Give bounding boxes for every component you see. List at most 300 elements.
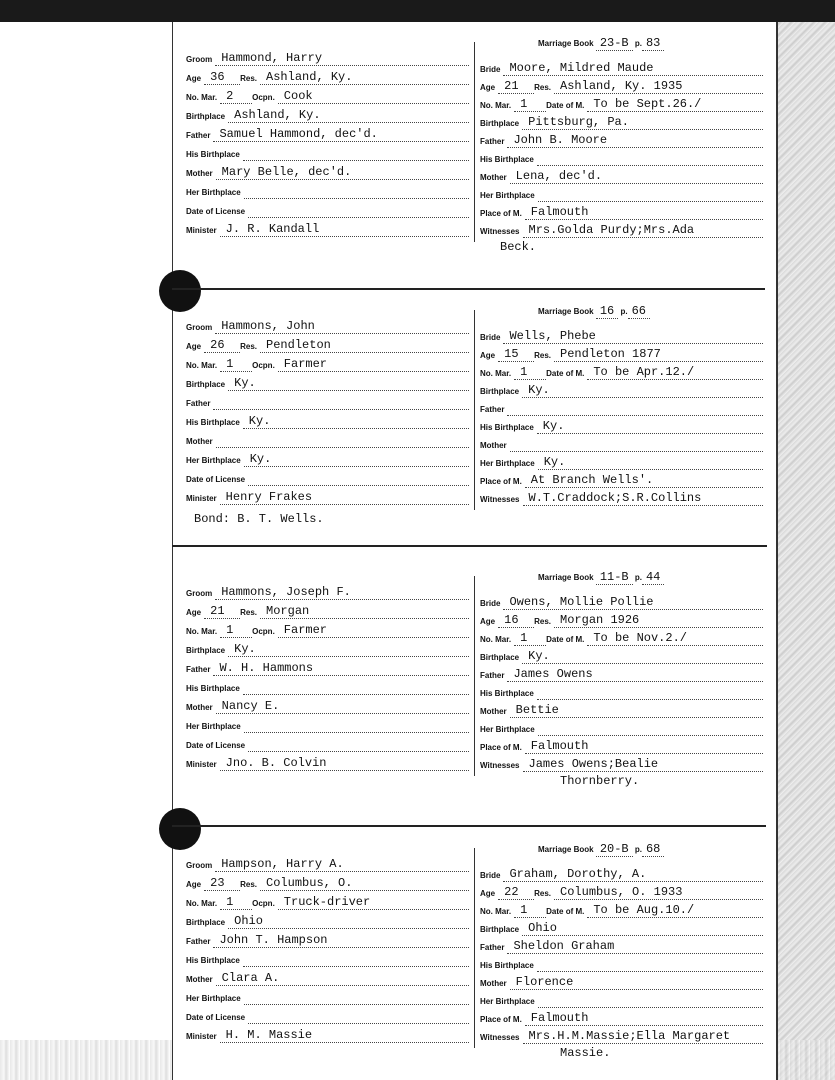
bride-date_of_m-label: Date of M. — [546, 369, 585, 378]
groom-mother-label: Mother — [186, 975, 213, 984]
groom-minister-value — [220, 756, 469, 771]
groom-date_of_license-field — [186, 203, 469, 218]
groom-res-value — [260, 338, 469, 353]
card-separator — [172, 545, 767, 547]
groom-row-birthplace — [186, 105, 469, 123]
bride-res-text: Columbus, O. 1933 — [560, 885, 683, 899]
bride-age-value — [498, 79, 534, 94]
bride-row-his_birthplace — [480, 416, 763, 434]
groom-ocpn-field — [252, 357, 469, 372]
groom-ocpn-text: Farmer — [283, 623, 328, 637]
bride-mother-field — [480, 975, 763, 990]
groom-her_birthplace-field — [186, 990, 469, 1005]
groom-minister-value — [220, 1028, 469, 1043]
groom-her_birthplace-value — [244, 990, 469, 1005]
groom-groom-text: Hammond, Harry — [221, 51, 323, 65]
card-separator — [172, 288, 765, 290]
groom-minister-field — [186, 756, 469, 771]
groom-mother-field — [186, 165, 469, 180]
page-number: 68 — [642, 842, 664, 857]
bride-birthplace-text: Ky. — [528, 649, 550, 663]
groom-mother-text — [216, 433, 222, 447]
groom-res-field — [240, 70, 469, 85]
bride-father-label: Father — [480, 137, 505, 146]
bride-bride-field — [480, 867, 763, 882]
bride-row-bride — [480, 58, 763, 76]
bride-no_mar-label: No. Mar. — [480, 101, 512, 110]
witnesses-continuation: Beck. — [500, 240, 537, 254]
bride-mother-text: Bettie — [515, 703, 559, 717]
bride-row-age — [480, 610, 763, 628]
bride-mother-label: Mother — [480, 979, 507, 988]
bride-date_of_m-text: To be Apr.12./ — [593, 365, 695, 379]
groom-her_birthplace-text: Ky. — [249, 452, 272, 466]
bride-his_birthplace-text — [537, 151, 543, 165]
bride-her_birthplace-value — [538, 187, 763, 202]
bride-bride-field — [480, 329, 763, 344]
bride-father-text — [507, 401, 513, 415]
groom-minister-field — [186, 1028, 469, 1043]
groom-mother-value — [216, 971, 469, 986]
groom-groom-text: Hampson, Harry A. — [221, 857, 344, 871]
groom-her_birthplace-label: Her Birthplace — [186, 994, 241, 1003]
bride-res-field — [534, 613, 763, 628]
groom-row-father — [186, 658, 469, 676]
bride-mother-value — [510, 975, 763, 990]
marriage-book-number: 20-B — [596, 842, 633, 857]
bride-mother-value — [510, 437, 763, 452]
groom-birthplace-label: Birthplace — [186, 380, 226, 389]
bride-age-field — [480, 613, 534, 628]
groom-age-value — [204, 876, 240, 891]
groom-row-age — [186, 873, 469, 891]
groom-minister-field — [186, 222, 469, 237]
bride-age-label: Age — [480, 351, 496, 360]
bride-her_birthplace-text — [538, 721, 544, 735]
bride-no_mar-field — [480, 631, 546, 646]
bride-mother-label: Mother — [480, 173, 507, 182]
groom-ocpn-value — [278, 357, 469, 372]
bride-birthplace-text: Ohio — [528, 921, 557, 935]
bride-no_mar-value — [514, 365, 546, 380]
groom-father-field — [186, 395, 469, 410]
bride-her_birthplace-field — [480, 187, 763, 202]
bride-place_of_m-value — [525, 205, 763, 220]
groom-father-text: W. H. Hammons — [219, 661, 314, 675]
groom-mother-field — [186, 971, 469, 986]
groom-date_of_license-field — [186, 1009, 469, 1024]
bride-witnesses-label: Witnesses — [480, 495, 520, 504]
bride-age-label: Age — [480, 889, 496, 898]
groom-age-text: 36 — [210, 70, 225, 84]
bride-her_birthplace-label: Her Birthplace — [480, 997, 535, 1006]
card-divider — [474, 42, 475, 242]
groom-row-no_mar — [186, 354, 469, 372]
groom-father-label: Father — [186, 399, 211, 408]
bride-her_birthplace-field — [480, 721, 763, 736]
page-number: 83 — [642, 36, 664, 51]
groom-birthplace-text: Ky. — [234, 376, 256, 390]
bride-father-field — [480, 133, 763, 148]
bride-place_of_m-value — [525, 1011, 763, 1026]
bride-date_of_m-value — [587, 903, 763, 918]
bride-witnesses-text: Mrs.Golda Purdy;Mrs.Ada — [528, 223, 695, 237]
groom-res-field — [240, 604, 469, 619]
groom-groom-text: Hammons, John — [221, 319, 315, 333]
groom-father-field — [186, 933, 469, 948]
bride-row-no_mar — [480, 628, 763, 646]
groom-date_of_license-field — [186, 737, 469, 752]
groom-minister-label: Minister — [186, 494, 217, 503]
bride-age-value — [498, 885, 534, 900]
groom-row-her_birthplace — [186, 715, 469, 733]
bride-no_mar-text: 1 — [520, 903, 528, 917]
bride-row-birthplace — [480, 918, 763, 936]
groom-minister-label: Minister — [186, 226, 217, 235]
bride-age-field — [480, 347, 534, 362]
groom-row-no_mar — [186, 620, 469, 638]
groom-no_mar-value — [220, 895, 252, 910]
bride-res-text: Morgan 1926 — [560, 613, 640, 627]
groom-res-text: Pendleton — [266, 338, 331, 352]
bride-row-place_of_m — [480, 1008, 763, 1026]
groom-groom-field — [186, 585, 469, 600]
groom-no_mar-text: 1 — [226, 895, 234, 909]
groom-birthplace-value — [228, 376, 469, 391]
bride-no_mar-label: No. Mar. — [480, 635, 512, 644]
bride-age-field — [480, 79, 534, 94]
bride-father-field — [480, 401, 763, 416]
bride-row-her_birthplace — [480, 184, 763, 202]
marriage-book-label: Marriage Book — [538, 573, 594, 582]
groom-res-label: Res. — [240, 608, 258, 617]
groom-row-groom — [186, 48, 469, 66]
groom-age-label: Age — [186, 608, 202, 617]
bride-place_of_m-text: Falmouth — [530, 1011, 589, 1025]
groom-his_birthplace-value — [243, 146, 469, 161]
groom-ocpn-label: Ocpn. — [252, 93, 275, 102]
bride-father-field — [480, 667, 763, 682]
bride-his_birthplace-value — [537, 957, 763, 972]
groom-his_birthplace-label: His Birthplace — [186, 150, 240, 159]
bride-bride-text: Wells, Phebe — [509, 329, 596, 343]
groom-minister-label: Minister — [186, 1032, 217, 1041]
groom-age-field — [186, 604, 240, 619]
groom-ocpn-field — [252, 89, 469, 104]
marriage-book-ref — [538, 842, 664, 856]
groom-no_mar-text: 2 — [226, 89, 234, 103]
groom-date_of_license-field — [186, 471, 469, 486]
bride-place_of_m-label: Place of M. — [480, 743, 522, 752]
groom-row-no_mar — [186, 892, 469, 910]
marriage-book-number: 11-B — [596, 570, 633, 585]
bride-mother-field — [480, 169, 763, 184]
groom-birthplace-text: Ky. — [234, 642, 256, 656]
punch-hole — [159, 270, 201, 312]
bride-father-value — [507, 667, 763, 682]
punch-hole — [159, 808, 201, 850]
groom-row-minister — [186, 753, 469, 771]
groom-date_of_license-text — [248, 471, 254, 485]
bride-date_of_m-field — [546, 903, 763, 918]
groom-ocpn-text: Cook — [283, 89, 313, 103]
bride-res-field — [534, 347, 763, 362]
groom-no_mar-text: 1 — [226, 623, 234, 637]
bride-bride-label: Bride — [480, 599, 501, 608]
groom-no_mar-label: No. Mar. — [186, 627, 218, 636]
bride-father-value — [507, 133, 763, 148]
groom-father-text: John T. Hampson — [219, 933, 328, 947]
bride-birthplace-label: Birthplace — [480, 653, 520, 662]
groom-no_mar-field — [186, 895, 252, 910]
groom-father-field — [186, 661, 469, 676]
groom-her_birthplace-value — [244, 184, 469, 199]
groom-her_birthplace-text — [244, 184, 250, 198]
groom-no_mar-label: No. Mar. — [186, 93, 218, 102]
bride-witnesses-label: Witnesses — [480, 227, 520, 236]
groom-mother-label: Mother — [186, 437, 213, 446]
groom-res-field — [240, 338, 469, 353]
bride-place_of_m-text: Falmouth — [530, 739, 589, 753]
bride-witnesses-value — [523, 223, 764, 238]
groom-no_mar-field — [186, 89, 252, 104]
marriage-book-ref — [538, 304, 650, 318]
card-separator — [172, 825, 766, 827]
witnesses-continuation: Thornberry. — [560, 774, 640, 788]
bride-his_birthplace-label: His Birthplace — [480, 155, 534, 164]
bride-date_of_m-label: Date of M. — [546, 635, 585, 644]
groom-no_mar-value — [220, 89, 252, 104]
bride-witnesses-field — [480, 757, 763, 772]
bride-his_birthplace-label: His Birthplace — [480, 961, 534, 970]
groom-ocpn-label: Ocpn. — [252, 627, 275, 636]
groom-row-father — [186, 930, 469, 948]
bride-bride-label: Bride — [480, 871, 501, 880]
bride-row-mother — [480, 700, 763, 718]
bride-row-witnesses — [480, 754, 763, 772]
groom-her_birthplace-label: Her Birthplace — [186, 722, 241, 731]
bride-birthplace-text: Ky. — [528, 383, 550, 397]
card-divider — [474, 310, 475, 510]
bride-row-his_birthplace — [480, 148, 763, 166]
bride-her_birthplace-value — [538, 993, 763, 1008]
bride-father-text: Sheldon Graham — [513, 939, 615, 953]
groom-res-field — [240, 876, 469, 891]
bride-her_birthplace-text — [538, 993, 544, 1007]
bride-date_of_m-field — [546, 97, 763, 112]
bride-her_birthplace-field — [480, 993, 763, 1008]
groom-date_of_license-text — [248, 203, 254, 217]
card-divider — [474, 576, 475, 776]
bride-row-bride — [480, 864, 763, 882]
bride-bride-text: Moore, Mildred Maude — [509, 61, 654, 75]
groom-minister-field — [186, 490, 469, 505]
bride-row-no_mar — [480, 900, 763, 918]
bride-age-value — [498, 347, 534, 362]
bride-bride-value — [503, 329, 763, 344]
bride-birthplace-value — [522, 383, 763, 398]
bride-no_mar-text: 1 — [520, 97, 528, 111]
bride-place_of_m-label: Place of M. — [480, 1015, 522, 1024]
page-number: 44 — [642, 570, 664, 585]
groom-mother-value — [216, 699, 469, 714]
groom-minister-text: H. M. Massie — [225, 1028, 313, 1042]
groom-age-value — [204, 604, 240, 619]
bride-age-label: Age — [480, 83, 496, 92]
bride-place_of_m-field — [480, 1011, 763, 1026]
groom-mother-text: Mary Belle, dec'd. — [221, 165, 352, 179]
groom-minister-value — [220, 222, 469, 237]
groom-her_birthplace-field — [186, 452, 469, 467]
groom-date_of_license-value — [248, 737, 469, 752]
bride-date_of_m-text: To be Nov.2./ — [593, 631, 687, 645]
bride-father-value — [507, 401, 763, 416]
groom-date_of_license-label: Date of License — [186, 207, 246, 216]
groom-his_birthplace-text: Ky. — [248, 414, 271, 428]
bride-witnesses-field — [480, 1029, 763, 1044]
marriage-book-ref — [538, 570, 664, 584]
groom-date_of_license-label: Date of License — [186, 741, 246, 750]
bride-witnesses-value — [523, 491, 764, 506]
groom-res-text: Columbus, O. — [266, 876, 353, 890]
bride-no_mar-text: 1 — [520, 631, 528, 645]
groom-father-field — [186, 127, 469, 142]
bride-date_of_m-value — [587, 97, 763, 112]
bride-row-her_birthplace — [480, 990, 763, 1008]
bride-her_birthplace-text: Ky. — [543, 455, 566, 469]
bride-row-age — [480, 882, 763, 900]
groom-groom-field — [186, 51, 469, 66]
bride-birthplace-label: Birthplace — [480, 119, 520, 128]
groom-row-birthplace — [186, 373, 469, 391]
groom-row-his_birthplace — [186, 143, 469, 161]
groom-minister-text: Jno. B. Colvin — [225, 756, 327, 770]
page-label: p. — [620, 307, 628, 316]
groom-row-no_mar — [186, 86, 469, 104]
page-number: 66 — [628, 304, 650, 319]
bride-witnesses-value — [523, 757, 764, 772]
groom-age-value — [204, 338, 240, 353]
groom-row-his_birthplace — [186, 411, 469, 429]
bride-no_mar-value — [514, 97, 546, 112]
bride-birthplace-value — [522, 921, 763, 936]
groom-row-age — [186, 335, 469, 353]
bride-row-bride — [480, 592, 763, 610]
bride-row-mother — [480, 166, 763, 184]
bride-row-place_of_m — [480, 470, 763, 488]
groom-groom-value — [215, 51, 469, 66]
bride-witnesses-label: Witnesses — [480, 1033, 520, 1042]
groom-ocpn-field — [252, 895, 469, 910]
bride-row-no_mar — [480, 362, 763, 380]
groom-minister-label: Minister — [186, 760, 217, 769]
page-label: p. — [634, 573, 642, 582]
bride-his_birthplace-text: Ky. — [542, 419, 565, 433]
bride-her_birthplace-label: Her Birthplace — [480, 191, 535, 200]
bride-no_mar-text: 1 — [520, 365, 528, 379]
bride-her_birthplace-value — [538, 455, 763, 470]
groom-row-his_birthplace — [186, 949, 469, 967]
groom-her_birthplace-value — [244, 718, 469, 733]
bride-date_of_m-text: To be Sept.26./ — [593, 97, 702, 111]
groom-father-label: Father — [186, 665, 211, 674]
groom-his_birthplace-text — [243, 952, 249, 966]
groom-mother-label: Mother — [186, 703, 213, 712]
groom-his_birthplace-value — [243, 952, 469, 967]
groom-row-mother — [186, 696, 469, 714]
bride-row-place_of_m — [480, 202, 763, 220]
groom-row-her_birthplace — [186, 987, 469, 1005]
groom-res-label: Res. — [240, 342, 258, 351]
bride-her_birthplace-label: Her Birthplace — [480, 459, 535, 468]
bride-place_of_m-value — [525, 473, 763, 488]
bride-bride-field — [480, 595, 763, 610]
bride-his_birthplace-label: His Birthplace — [480, 689, 534, 698]
bride-date_of_m-text: To be Aug.10./ — [593, 903, 695, 917]
groom-row-mother — [186, 968, 469, 986]
groom-birthplace-field — [186, 108, 469, 123]
groom-father-text: Samuel Hammond, dec'd. — [219, 127, 378, 141]
bride-birthplace-field — [480, 649, 763, 664]
groom-father-text — [213, 395, 219, 409]
bride-row-birthplace — [480, 646, 763, 664]
bride-date_of_m-value — [587, 365, 763, 380]
bride-date_of_m-field — [546, 365, 763, 380]
bride-her_birthplace-value — [538, 721, 763, 736]
bride-age-field — [480, 885, 534, 900]
bride-age-text: 22 — [504, 885, 519, 899]
bride-her_birthplace-field — [480, 455, 763, 470]
groom-no_mar-value — [220, 357, 252, 372]
groom-no_mar-text: 1 — [226, 357, 234, 371]
bride-mother-text: Florence — [515, 975, 574, 989]
witnesses-continuation: Massie. — [560, 1046, 611, 1060]
groom-birthplace-label: Birthplace — [186, 112, 226, 121]
groom-row-groom — [186, 582, 469, 600]
groom-ocpn-value — [278, 89, 469, 104]
bride-place_of_m-value — [525, 739, 763, 754]
groom-age-value — [204, 70, 240, 85]
bride-res-value — [554, 79, 763, 94]
bride-res-label: Res. — [534, 351, 552, 360]
bride-row-father — [480, 398, 763, 416]
groom-age-text: 26 — [210, 338, 225, 352]
groom-mother-value — [216, 433, 469, 448]
groom-row-date_of_license — [186, 468, 469, 486]
bride-bride-value — [503, 595, 763, 610]
groom-row-groom — [186, 854, 469, 872]
groom-groom-label: Groom — [186, 55, 213, 64]
marriage-book-label: Marriage Book — [538, 845, 594, 854]
groom-res-text: Morgan — [266, 604, 310, 618]
bride-row-bride — [480, 326, 763, 344]
groom-groom-value — [215, 857, 469, 872]
groom-groom-value — [215, 319, 469, 334]
bride-no_mar-value — [514, 903, 546, 918]
bride-bride-value — [503, 867, 763, 882]
groom-date_of_license-label: Date of License — [186, 1013, 246, 1022]
scan-noise-right — [773, 22, 835, 1080]
card-divider — [474, 848, 475, 1048]
scanner-top-edge — [0, 0, 835, 22]
groom-minister-value — [220, 490, 469, 505]
groom-no_mar-label: No. Mar. — [186, 899, 218, 908]
groom-groom-field — [186, 319, 469, 334]
bride-res-label: Res. — [534, 83, 552, 92]
bride-row-no_mar — [480, 94, 763, 112]
marriage-book-ref — [538, 36, 664, 50]
groom-groom-label: Groom — [186, 589, 213, 598]
